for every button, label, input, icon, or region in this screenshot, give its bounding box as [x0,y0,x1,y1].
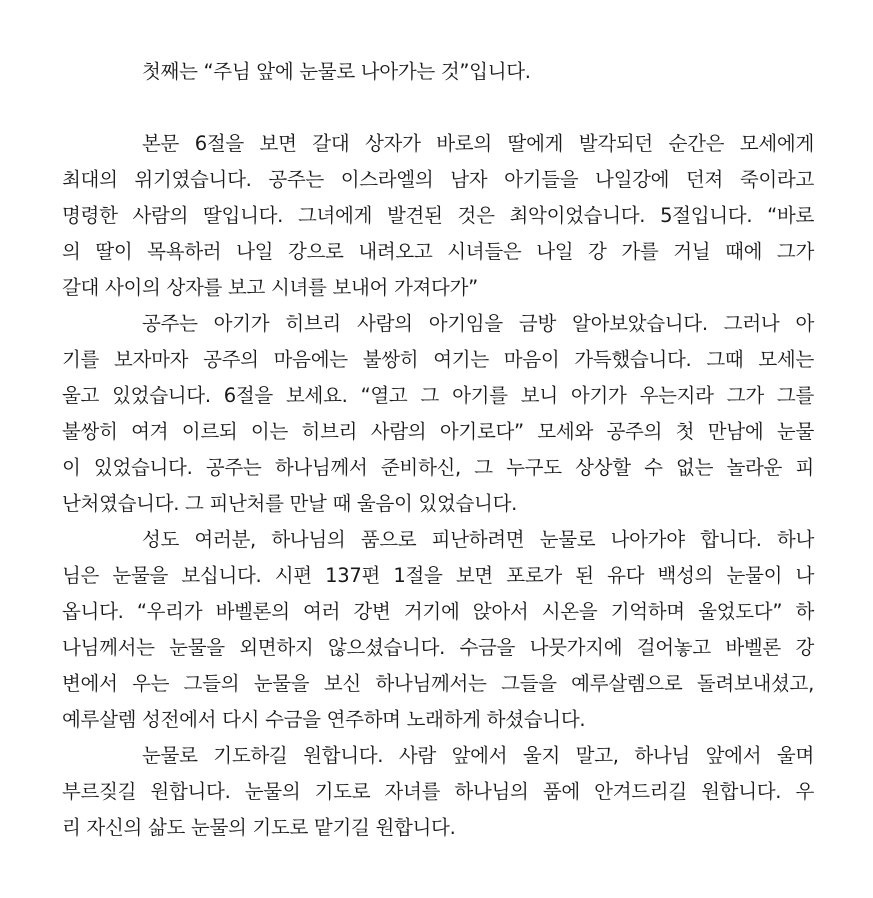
text-line: 나님께서는 눈물을 외면하지 않으셨습니다. 수금을 나뭇가지에 걸어놓고 바벨론 강 [62,636,814,659]
text-line: 공주는 아기가 히브리 사람의 아기임을 금방 알아보았습니다. 그러나 아 [142,312,814,335]
text-line: 난처였습니다. 그 피난처를 만날 때 울음이 있었습니다. [62,492,518,515]
text-line: 리 자신의 삶도 눈물의 기도로 맡기길 원합니다. [62,816,456,839]
text-line: 명령한 사람의 딸입니다. 그녀에게 발견된 것은 최악이었습니다. 5절입니다. “바로 [62,204,814,227]
paragraph-first-point [62,54,814,90]
text-line: 본문 6절을 보면 갈대 상자가 바로의 딸에게 발각되던 순간은 모세에게 [142,132,814,155]
paragraph-prayer-with-tears [62,738,814,846]
paragraph-moses-crisis [62,126,814,306]
text-line: 갈대 사이의 상자를 보고 시녀를 보내어 가져다가” [62,276,478,299]
text-line: 눈물로 기도하길 원합니다. 사람 앞에서 울지 말고, 하나님 앞에서 울며 [142,744,814,767]
text-line: 옵니다. “우리가 바벨론의 여러 강변 거기에 앉아서 시온을 기억하며 울었도다” 하 [62,600,814,623]
text-line: 부르짖길 원합니다. 눈물의 기도로 자녀를 하나님의 품에 안겨드리길 원합니다. 우 [62,780,814,803]
text-line: 변에서 우는 그들의 눈물을 보신 하나님께서는 그들을 예루살렘으로 돌려보내셨고, [62,672,814,695]
paragraph-refuge-tears [62,522,814,738]
text-line: 이 있었습니다. 공주는 하나님께서 준비하신, 그 누구도 상상할 수 없는 놀라운 피 [62,456,814,479]
paragraph-princess-compassion [62,306,814,522]
text-line: 울고 있었습니다. 6절을 보세요. “열고 그 아기를 보니 아기가 우는지라 그가 그를 [62,384,814,407]
text-line: 최대의 위기였습니다. 공주는 이스라엘의 남자 아기들을 나일강에 던져 죽이라고 [62,168,814,191]
document-page [62,54,814,846]
text-line: 기를 보자마자 공주의 마음에는 불쌍히 여기는 마음이 가득했습니다. 그때 모세는 [62,348,814,371]
text-line: 첫째는 “주님 앞에 눈물로 나아가는 것”입니다. [142,60,531,83]
text-line: 성도 여러분, 하나님의 품으로 피난하려면 눈물로 나아가야 합니다. 하나 [142,528,814,551]
text-line: 님은 눈물을 보십니다. 시편 137편 1절을 보면 포로가 된 유다 백성의 눈물이 나 [62,564,814,587]
text-line: 예루살렘 성전에서 다시 수금을 연주하며 노래하게 하셨습니다. [62,708,586,731]
text-line: 의 딸이 목욕하러 나일 강으로 내려오고 시녀들은 나일 강 가를 거닐 때에 그가 [62,240,814,263]
text-line: 불쌍히 여겨 이르되 이는 히브리 사람의 아기로다” 모세와 공주의 첫 만남에 눈물 [62,420,814,443]
